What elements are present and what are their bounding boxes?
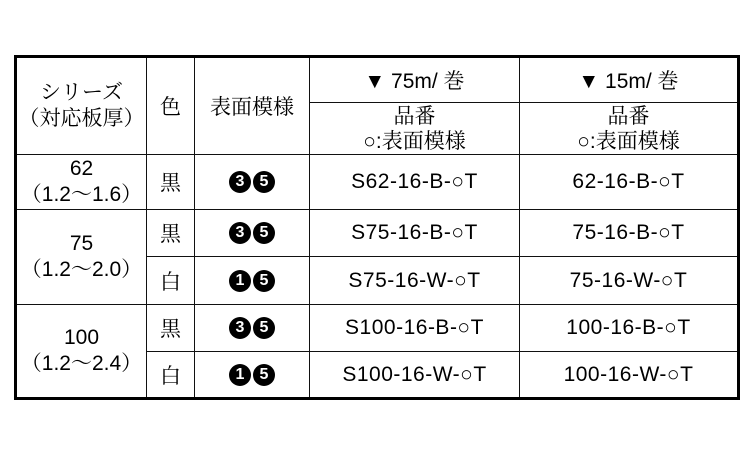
cell-series-75: [16, 210, 147, 305]
cell-color: 白: [147, 257, 195, 305]
pattern-badge-icon: 3: [229, 171, 251, 193]
header-code-15m: [520, 103, 739, 155]
header-series: [16, 57, 147, 155]
pattern-badge-icon: 5: [253, 317, 275, 339]
header-code-15m-line2: ○:表面模様: [577, 129, 680, 153]
cell-code-15m: 62-16-B-○T: [520, 155, 739, 210]
pattern-badge-icon: 3: [229, 222, 251, 244]
table-row: [16, 305, 739, 352]
header-code-75m-line2: ○:表面模様: [363, 129, 466, 153]
table-row: [16, 155, 739, 210]
pattern-badge-icon: 1: [229, 364, 251, 386]
header-roll-75m: ▼ 75m/ 巻: [310, 57, 520, 103]
pattern-badge-icon: 5: [253, 171, 275, 193]
cell-code-75m: S100-16-B-○T: [310, 305, 520, 352]
cell-pattern: [195, 305, 310, 352]
pattern-badge-icon: 3: [229, 317, 251, 339]
cell-pattern: [195, 352, 310, 399]
product-spec-table: [14, 55, 740, 400]
cell-pattern: [195, 257, 310, 305]
pattern-badge-icon: 1: [229, 270, 251, 292]
cell-series-62: [16, 155, 147, 210]
pattern-badge-icon: 5: [253, 364, 275, 386]
cell-code-75m: S75-16-W-○T: [310, 257, 520, 305]
series-thickness: （1.2～2.0）: [20, 258, 143, 281]
cell-color: 黒: [147, 210, 195, 257]
series-thickness: （1.2～1.6）: [20, 183, 143, 206]
series-thickness: （1.2～2.4）: [20, 352, 143, 375]
header-code-15m-line1: 品番: [607, 104, 650, 128]
series-value: 75: [69, 232, 94, 255]
table-row: [16, 210, 739, 257]
cell-code-75m: S62-16-B-○T: [310, 155, 520, 210]
header-series-line1: シリーズ: [40, 81, 123, 104]
cell-code-75m: S75-16-B-○T: [310, 210, 520, 257]
series-value: 100: [63, 326, 100, 349]
cell-color: 白: [147, 352, 195, 399]
cell-code-15m: 100-16-B-○T: [520, 305, 739, 352]
pattern-badge-icon: 5: [253, 222, 275, 244]
cell-color: 黒: [147, 155, 195, 210]
cell-code-15m: 75-16-W-○T: [520, 257, 739, 305]
cell-code-15m: 100-16-W-○T: [520, 352, 739, 399]
header-code-75m-line1: 品番: [393, 104, 436, 128]
cell-pattern: [195, 210, 310, 257]
header-pattern: 表面模様: [195, 57, 310, 155]
pattern-badge-icon: 5: [253, 270, 275, 292]
cell-code-15m: 75-16-B-○T: [520, 210, 739, 257]
cell-code-75m: S100-16-W-○T: [310, 352, 520, 399]
series-value: 62: [69, 157, 94, 180]
header-color: 色: [147, 57, 195, 155]
header-code-75m: [310, 103, 520, 155]
cell-series-100: [16, 305, 147, 399]
cell-color: 黒: [147, 305, 195, 352]
header-roll-15m: ▼ 15m/ 巻: [520, 57, 739, 103]
cell-pattern: [195, 155, 310, 210]
header-series-line2: （対応板厚）: [18, 107, 145, 130]
